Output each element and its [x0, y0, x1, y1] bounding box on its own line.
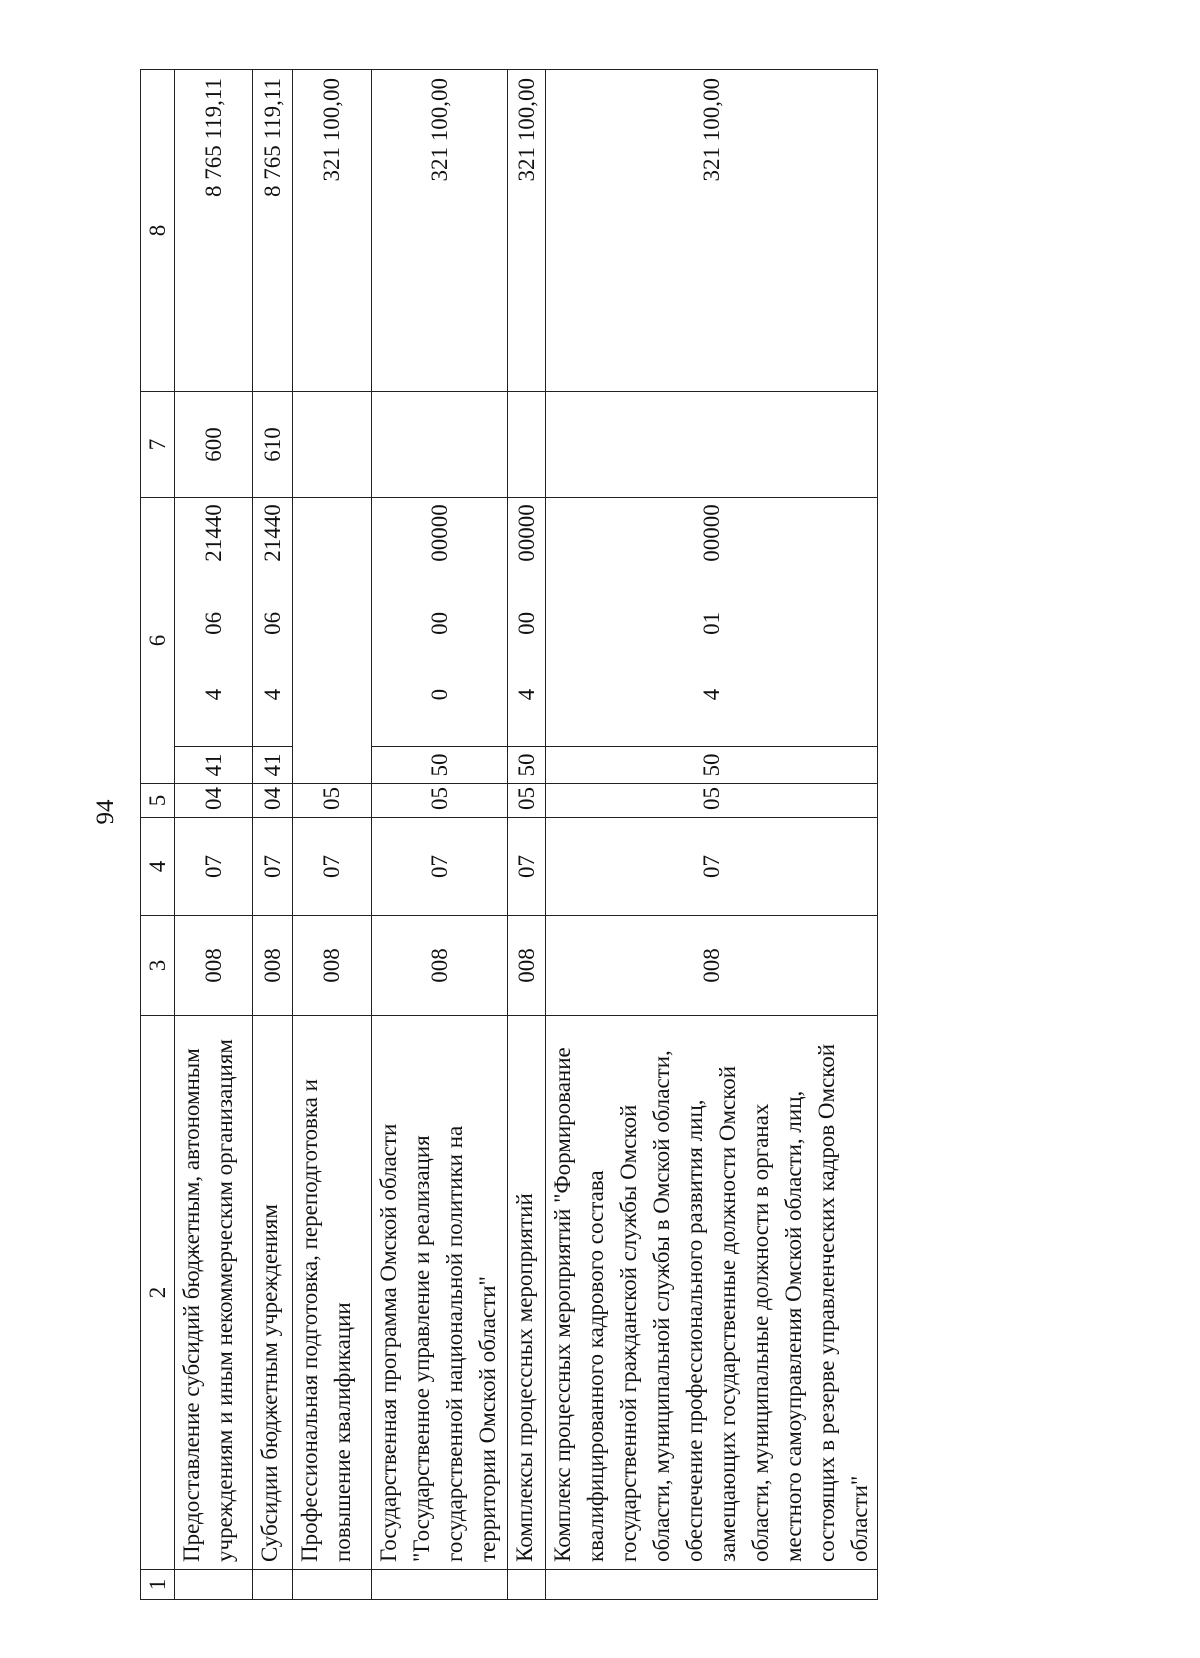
event-code: 06: [260, 611, 286, 635]
page-number: 94: [92, 799, 119, 825]
header-col-2: 2: [141, 1016, 175, 1570]
subsection-code-cell: 04: [253, 784, 293, 818]
direction-code: 00000: [699, 504, 725, 562]
section-code-cell: 07: [546, 818, 878, 916]
row-number-cell: [546, 1570, 878, 1600]
row-number-cell: [253, 1570, 293, 1600]
ministry-code-cell: 008: [293, 916, 371, 1016]
row-name-cell: Комплексы процессных мероприятий: [507, 1016, 545, 1570]
table-row: [507, 70, 545, 1600]
program-code: [293, 747, 370, 783]
amount-cell: 8 765 119,11: [175, 70, 253, 392]
row-name-cell: Комплекс процессных мероприятий "Формирование квалифицированного кадрового состава государственной гражданской службы Омской области, муниципальной службы в Омской области, обеспечение профессионального развития лиц, замещающих государственные должности Омской области, муниципальные должности в органах местного самоуправления Омской области, лиц, состоящих в резерве управленческих кадров Омской области": [546, 1016, 878, 1570]
section-code-cell: 07: [507, 818, 545, 916]
table-row: [253, 70, 293, 1600]
subsection-code-cell: 05: [371, 784, 507, 818]
section-code-cell: 07: [293, 818, 371, 916]
event-code: 06: [201, 611, 227, 635]
event-code: 00: [513, 611, 539, 635]
expense-type-cell: 610: [253, 392, 293, 498]
ministry-code-cell: 008: [546, 916, 878, 1016]
target-article-cell: [175, 498, 253, 784]
program-code: 50: [372, 746, 507, 783]
amount-cell: 321 100,00: [371, 70, 507, 392]
ministry-code-cell: 008: [175, 916, 253, 1016]
amount-cell: 321 100,00: [546, 70, 878, 392]
header-col-8: 8: [141, 70, 175, 392]
expense-type-cell: [293, 392, 371, 498]
expense-type-cell: [546, 392, 878, 498]
event-code: 00: [426, 611, 452, 635]
subsection-code-cell: 04: [175, 784, 253, 818]
subsection-code-cell: 05: [546, 784, 878, 818]
row-name-cell: Субсидии бюджетным учреждениям: [253, 1016, 293, 1570]
direction-code: 21440: [260, 504, 286, 562]
row-number-cell: [175, 1570, 253, 1600]
program-code: 50: [508, 746, 545, 783]
section-code-cell: 07: [253, 818, 293, 916]
program-code: 41: [253, 746, 292, 783]
header-col-1: 1: [141, 1570, 175, 1600]
direction-code: 00000: [426, 504, 452, 562]
section-code-cell: 07: [175, 818, 253, 916]
expense-type-cell: 600: [175, 392, 253, 498]
header-col-7: 7: [141, 392, 175, 498]
table-row: [371, 70, 507, 1600]
table-row: [175, 70, 253, 1600]
target-article-cell: [371, 498, 507, 784]
rotated-table-container: [140, 70, 878, 1600]
row-number-cell: [371, 1570, 507, 1600]
header-col-6: 6: [141, 498, 175, 784]
row-name-cell: Предоставление субсидий бюджетным, автономным учреждениям и иным некоммерческим организациям: [175, 1016, 253, 1570]
target-article-cell: [546, 498, 878, 784]
expense-type-cell: [507, 392, 545, 498]
ministry-code-cell: 008: [507, 916, 545, 1016]
subsection-code-cell: 05: [293, 784, 371, 818]
program-code: 50: [546, 746, 877, 783]
event-code: 01: [699, 611, 725, 635]
header-col-3: 3: [141, 916, 175, 1016]
target-article-cell: [253, 498, 293, 784]
row-number-cell: [507, 1570, 545, 1600]
subprogram-code: 4: [201, 688, 227, 701]
row-name-cell: Государственная программа Омской области "Государственное управление и реализация государственной национальной политики на территории Омской области": [371, 1016, 507, 1570]
row-number-cell: [293, 1570, 371, 1600]
program-code: 41: [175, 746, 252, 783]
target-article-cell: [293, 498, 371, 784]
table-header-row: [141, 70, 175, 1600]
amount-cell: 321 100,00: [293, 70, 371, 392]
target-article-cell: [507, 498, 545, 784]
subsection-code-cell: 05: [507, 784, 545, 818]
amount-cell: 321 100,00: [507, 70, 545, 392]
budget-table: [140, 69, 878, 1600]
table-row: [546, 70, 878, 1600]
expense-type-cell: [371, 392, 507, 498]
section-code-cell: 07: [371, 818, 507, 916]
direction-code: 00000: [513, 504, 539, 562]
subprogram-code: 0: [426, 688, 452, 701]
table-row: [293, 70, 371, 1600]
subprogram-code: 4: [513, 688, 539, 701]
ministry-code-cell: 008: [253, 916, 293, 1016]
amount-cell: 8 765 119,11: [253, 70, 293, 392]
subprogram-code: 4: [260, 688, 286, 701]
header-col-5: 5: [141, 784, 175, 818]
ministry-code-cell: 008: [371, 916, 507, 1016]
row-name-cell: Профессиональная подготовка, переподготовка и повышение квалификации: [293, 1016, 371, 1570]
subprogram-code: 4: [699, 688, 725, 701]
header-col-4: 4: [141, 818, 175, 916]
direction-code: 21440: [201, 504, 227, 562]
